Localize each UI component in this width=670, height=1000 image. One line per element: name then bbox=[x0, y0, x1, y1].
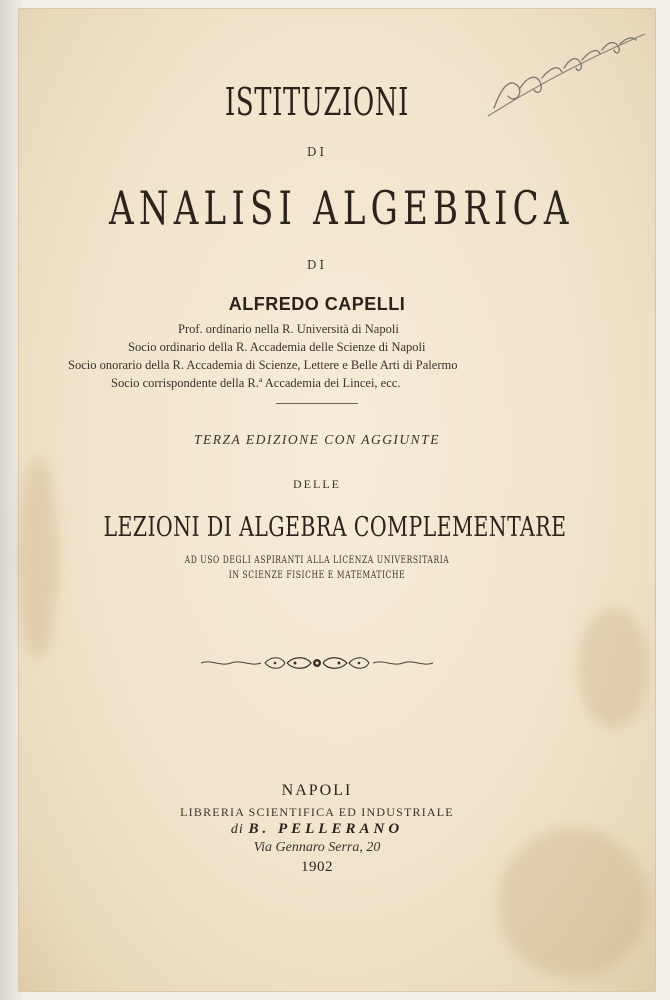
publication-city: NAPOLI bbox=[281, 782, 353, 799]
subtitle-line: IN SCIENZE FISICHE E MATEMATICHE bbox=[228, 569, 406, 581]
title-line-3: LEZIONI DI ALGEBRA COMPLEMENTARE bbox=[103, 512, 567, 543]
subtitle-line: AD USO DEGLI ASPIRANTI ALLA LICENZA UNIVERSITARIA bbox=[184, 554, 450, 566]
connector-delle: DELLE bbox=[293, 477, 341, 491]
author-credential: Socio onorario della R. Accademia di Scienze, Lettere e Belle Arti di Palermo bbox=[68, 358, 458, 372]
title-line-2: ANALISI ALGEBRICA bbox=[109, 181, 574, 235]
printer-name: B. PELLERANO bbox=[248, 821, 404, 837]
publisher-name: LIBRERIA SCIENTIFICA ED INDUSTRIALE bbox=[180, 805, 454, 819]
publication-year: 1902 bbox=[301, 859, 333, 875]
author-credential: Prof. ordinario nella R. Università di Napoli bbox=[178, 322, 399, 336]
publisher-address: Via Gennaro Serra, 20 bbox=[253, 840, 381, 855]
printer-line bbox=[36, 821, 598, 838]
author-name: ALFREDO CAPELLI bbox=[228, 294, 406, 314]
ornament-divider bbox=[199, 653, 435, 673]
edition-statement: TERZA EDIZIONE CON AGGIUNTE bbox=[194, 432, 440, 447]
printer-prefix: di bbox=[230, 822, 244, 837]
title-page bbox=[18, 8, 656, 992]
title-line-1: ISTITUZIONI bbox=[224, 80, 410, 124]
author-credential: Socio corrispondente della R.ª Accademia dei Lincei, ecc. bbox=[111, 376, 401, 390]
divider-rule bbox=[276, 403, 358, 404]
foxing-stain bbox=[578, 608, 648, 728]
author-credential: Socio ordinario della R. Accademia delle Scienze di Napoli bbox=[128, 340, 426, 354]
author-preposition: DI bbox=[306, 258, 328, 272]
title-conjunction: DI bbox=[306, 145, 328, 159]
